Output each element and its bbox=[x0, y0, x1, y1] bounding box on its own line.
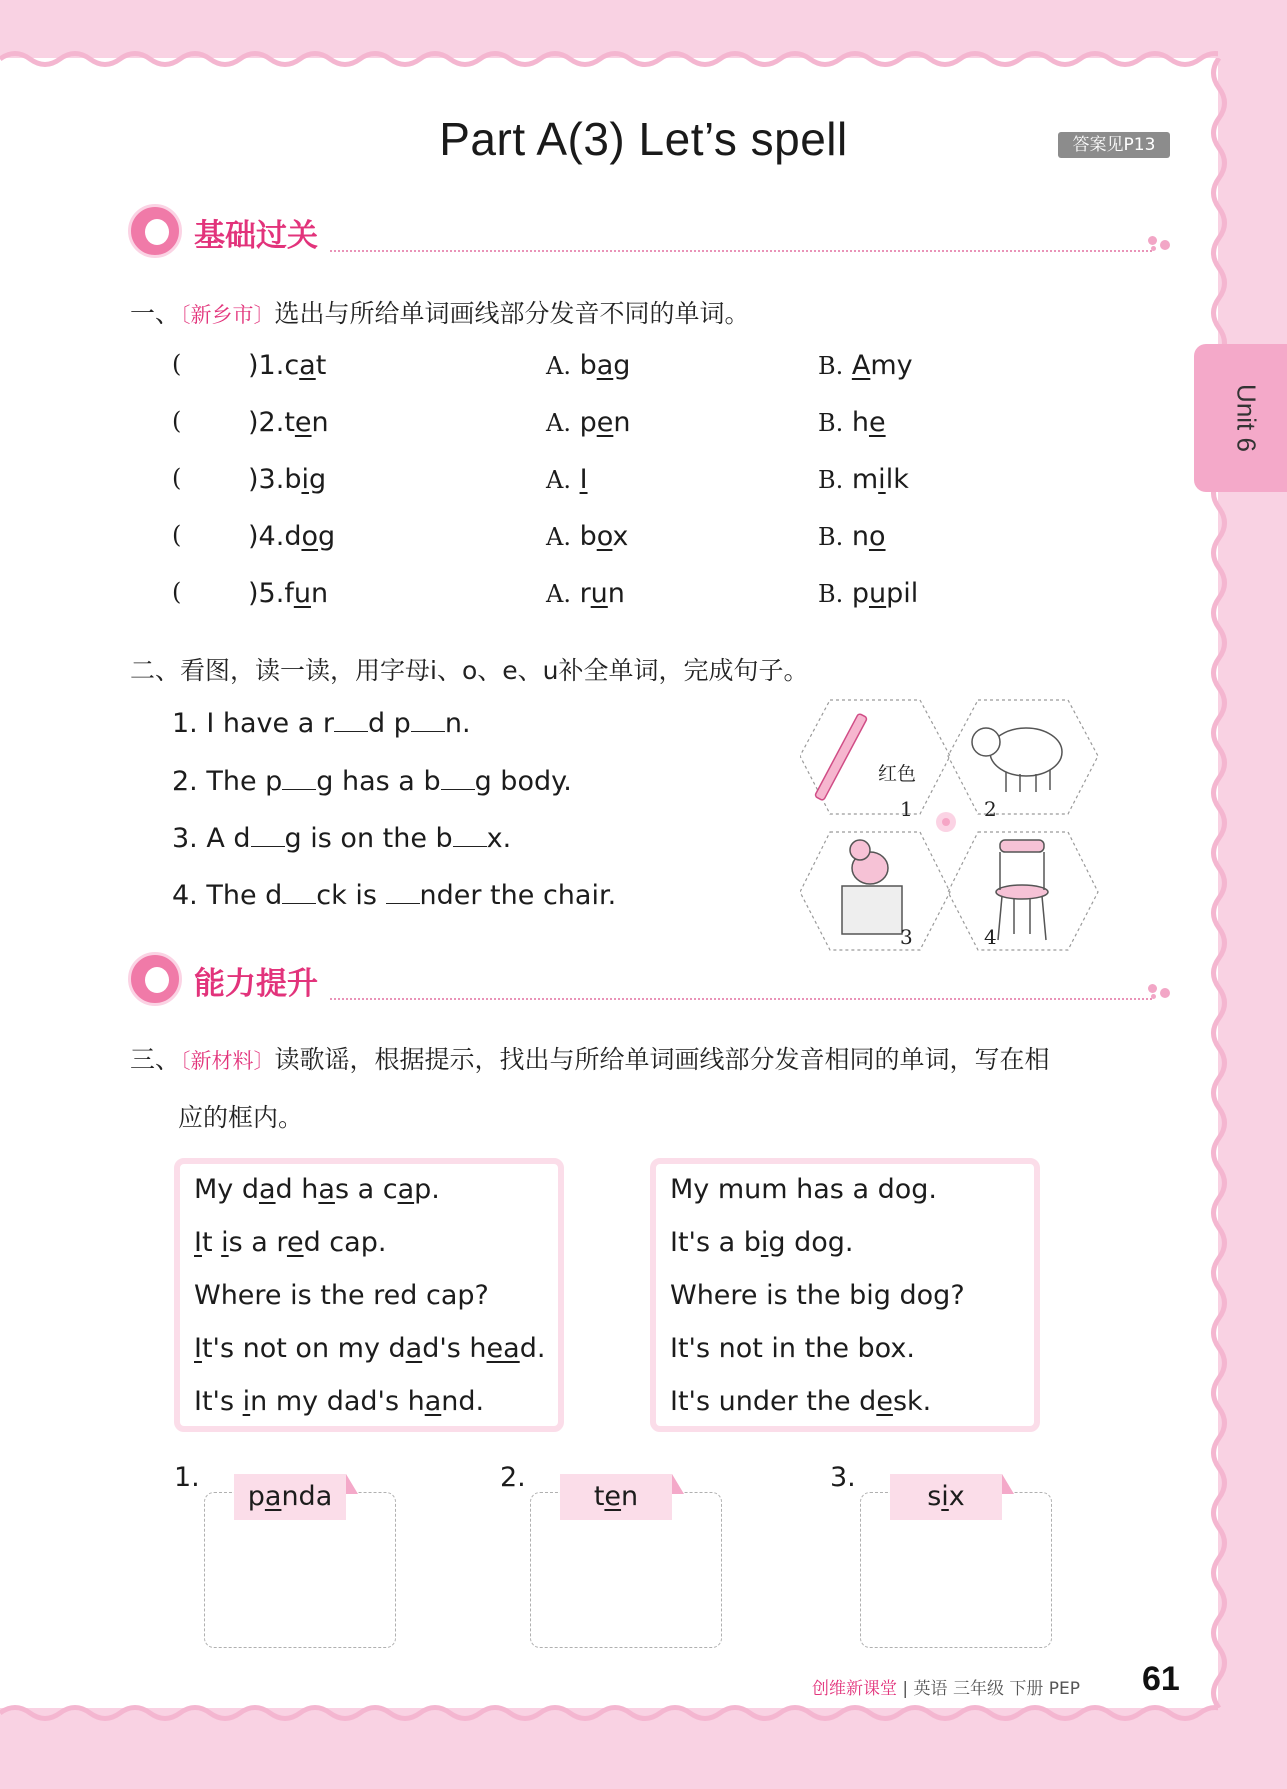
decor-dots-icon bbox=[1148, 236, 1172, 250]
rhyme-line: Where is the big dog? bbox=[670, 1280, 965, 1311]
answer-reference-badge: 答案见P13 bbox=[1058, 132, 1170, 158]
answer-paren-open[interactable]: ( bbox=[172, 350, 182, 378]
answer-box-hint-word: six bbox=[890, 1474, 1002, 1520]
svg-text:1: 1 bbox=[900, 797, 913, 821]
monkey-mascot-icon bbox=[128, 952, 182, 1006]
unit-side-tab-label: Unit 6 bbox=[1231, 384, 1262, 452]
answer-paren-open[interactable]: ( bbox=[172, 578, 182, 606]
q1-option-b: B. pupil bbox=[818, 578, 919, 609]
q1-option-a: A. I bbox=[546, 464, 588, 495]
q3-instruction bbox=[130, 1040, 1050, 1076]
rhyme-box-right bbox=[650, 1158, 1040, 1432]
rhyme-line: It is a red cap. bbox=[194, 1227, 387, 1258]
q1-option-a: A. run bbox=[546, 578, 625, 609]
svg-text:4: 4 bbox=[984, 925, 997, 949]
rhyme-line: Where is the red cap? bbox=[194, 1280, 489, 1311]
q1-item-number: )3.big bbox=[248, 464, 327, 495]
rhyme-line: It's not in the box. bbox=[670, 1333, 915, 1364]
footer-separator: | bbox=[902, 1679, 909, 1699]
rhyme-line: My mum has a dog. bbox=[670, 1174, 937, 1205]
right-wave-border bbox=[1206, 58, 1232, 1708]
q2-sentence-1: 1. I have a r d p n. bbox=[172, 708, 471, 739]
section-advanced-title: 能力提升 bbox=[194, 966, 318, 1002]
section-divider bbox=[330, 998, 1152, 1000]
q1-instruction bbox=[130, 294, 750, 330]
pig-icon bbox=[972, 728, 1062, 792]
bottom-wave-border bbox=[0, 1700, 1218, 1726]
q3-text-1: 读歌谣，根据提示，找出与所给单词画线部分发音相同的单词，写在相 bbox=[274, 1045, 1050, 1074]
q1-source: 〔新乡市〕 bbox=[180, 303, 275, 327]
answer-paren-open[interactable]: ( bbox=[172, 464, 182, 492]
answer-paren-open[interactable]: ( bbox=[172, 521, 182, 549]
q1-item-number: )5.fun bbox=[248, 578, 329, 609]
q3-number: 三、 bbox=[130, 1045, 181, 1074]
answer-box-number: 3. bbox=[830, 1462, 856, 1493]
q1-option-a: A. box bbox=[546, 521, 629, 552]
answer-box-hint-word: panda bbox=[234, 1474, 346, 1520]
q3-instruction-2: 应的框内。 bbox=[178, 1103, 304, 1132]
q1-text: 选出与所给单词画线部分发音不同的单词。 bbox=[274, 299, 750, 328]
q1-item-number: )4.dog bbox=[248, 521, 336, 552]
svg-text:2: 2 bbox=[984, 797, 997, 821]
top-wave-border bbox=[0, 46, 1218, 72]
q1-option-b: B. no bbox=[818, 521, 886, 552]
q3-source: 〔新材料〕 bbox=[180, 1049, 275, 1073]
q1-option-b: B. Amy bbox=[818, 350, 913, 381]
rhyme-box-left bbox=[174, 1158, 564, 1432]
dog-on-box-icon bbox=[842, 840, 902, 934]
rhyme-line: My dad has a cap. bbox=[194, 1174, 440, 1205]
answer-box-hint-word: ten bbox=[560, 1474, 672, 1520]
section-basic-title: 基础过关 bbox=[194, 218, 318, 254]
page-number: 61 bbox=[1142, 1660, 1180, 1698]
q1-item-number: )2.ten bbox=[248, 407, 329, 438]
rhyme-line: It's in my dad's hand. bbox=[194, 1386, 485, 1417]
rhyme-line: It's under the desk. bbox=[670, 1386, 932, 1417]
q2-instruction: 二、看图，读一读，用字母i、o、e、u补全单词，完成句子。 bbox=[130, 656, 809, 685]
answer-box bbox=[500, 1462, 700, 1662]
chair-icon bbox=[996, 840, 1048, 940]
q1-option-b: B. he bbox=[818, 407, 886, 438]
footer-brand: 创维新课堂 bbox=[812, 1679, 897, 1699]
decor-dots-icon bbox=[1148, 984, 1172, 998]
section-divider bbox=[330, 250, 1152, 252]
answer-box bbox=[830, 1462, 1030, 1662]
answer-paren-open[interactable]: ( bbox=[172, 407, 182, 435]
page-title: Part A(3) Let’s spell bbox=[439, 113, 848, 165]
q2-sentence-2: 2. The p g has a b g body. bbox=[172, 766, 572, 797]
q1-option-b: B. milk bbox=[818, 464, 909, 495]
pen-icon bbox=[815, 713, 868, 801]
q1-number: 一、 bbox=[130, 299, 181, 328]
pic-color-label: 红色 bbox=[878, 763, 917, 785]
answer-box-number: 2. bbox=[500, 1462, 526, 1493]
q2-sentence-3: 3. A d g is on the b x. bbox=[172, 823, 512, 854]
footer-info bbox=[812, 1674, 1080, 1699]
rhyme-line: It's a big dog. bbox=[670, 1227, 854, 1258]
answer-box bbox=[174, 1462, 374, 1662]
q1-option-a: A. bag bbox=[546, 350, 631, 381]
q1-item-number: )1.cat bbox=[248, 350, 327, 381]
q2-sentence-4: 4. The d ck is nder the chair. bbox=[172, 880, 617, 911]
q2-picture-grid bbox=[800, 696, 1100, 956]
unit-side-tab bbox=[1194, 344, 1287, 492]
footer-book-info: 英语 三年级 下册 PEP bbox=[913, 1679, 1081, 1699]
answer-box-number: 1. bbox=[174, 1462, 200, 1493]
monkey-mascot-icon bbox=[128, 204, 182, 258]
rhyme-line: It's not on my dad's head. bbox=[194, 1333, 546, 1364]
svg-text:3: 3 bbox=[900, 925, 913, 949]
q1-option-a: A. pen bbox=[546, 407, 631, 438]
